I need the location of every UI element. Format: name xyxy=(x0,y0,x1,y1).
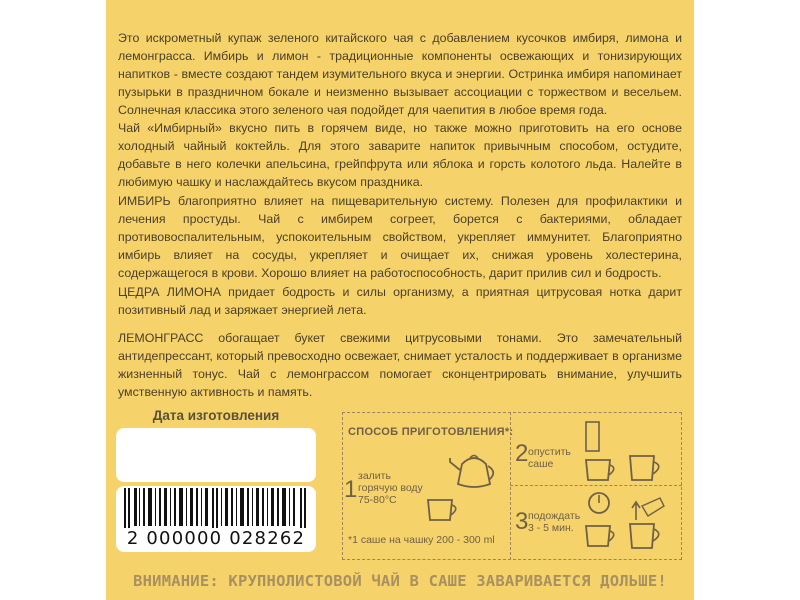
barcode-bars xyxy=(116,486,316,530)
instructions-divider xyxy=(510,485,682,486)
description-paragraph-1: Это искрометный купаж зеленого китайского чая с добавлением кусочков имбиря, лимона и лемонграсса. Имбирь и лимон - традиционные компоненты освежающих и тонизирующих напитков - вместе создают тандем изумительного вкуса и энергии. Остринка имбиря напоминает пузырьки в праздничном бокале и неизменно вызывает ассоциации с торжеством и весельем. Солнечная классика этого зеленого чая подойдет для чаепития в любое время года. xyxy=(118,31,682,118)
date-label: Дата изготовления xyxy=(152,408,280,423)
description-paragraph-3: ИМБИРЬ благоприятно влияет на пищеварительную систему. Полезен для профилактики и лечения простуды. Чай с имбирем согреет, борется с бактериями, обладает противовоспалительным, успокоительным свойством, укрепляет иммунитет. Благоприятно имбирь влияет на сосуды, укрепляет и очищает их, снижая уровень холестерина, содержащегося в крови. Хорошо влияет на работоспособность, дарит прилив сил и бодрость. xyxy=(118,194,682,281)
sachet-lift-icon xyxy=(626,494,670,552)
step-3-text-2: 3 - 5 мин. xyxy=(528,522,574,534)
sachet-icon xyxy=(584,420,602,454)
description-paragraph-5: ЛЕМОНГРАСС обогащает букет свежими цитрусовыми тонами. Это замечательный антидепрессант, который превосходно освежает, снимает усталость и поддерживает в организме жизненный тонус. Чай с лемонграссом помогает сконцентрировать внимание, улучшить умственную активность и память. xyxy=(118,331,682,400)
instructions-footnote: *1 саше на чашку 200 - 300 ml xyxy=(348,534,495,546)
cup-icon xyxy=(582,522,620,550)
step-2-text-2: саше xyxy=(528,458,554,470)
step-2-number: 2 xyxy=(515,440,529,467)
cup-icon xyxy=(626,452,666,484)
barcode xyxy=(116,486,316,552)
cup-icon xyxy=(424,496,462,524)
step-1-text-3: 75-80°С xyxy=(358,494,397,506)
step-1-text-2: горячую воду xyxy=(358,482,423,494)
step-3-number: 3 xyxy=(515,508,529,535)
description-paragraph-4: ЦЕДРА ЛИМОНА придает бодрость и силы организму, а приятная цитрусовая нотка дарит позитивный лад и заряжает энергией лета. xyxy=(118,285,682,318)
step-2-text-1: опустить xyxy=(528,446,571,458)
date-field xyxy=(116,428,316,482)
timer-icon xyxy=(586,490,612,516)
instructions-title: СПОСОБ ПРИГОТОВЛЕНИЯ*: xyxy=(348,426,514,438)
kettle-icon xyxy=(448,448,500,494)
barcode-number: 2 000000 028262 xyxy=(126,528,306,549)
step-3-text-1: подождать xyxy=(528,510,581,522)
step-1-text-1: залить xyxy=(358,470,391,482)
cup-icon xyxy=(582,456,620,484)
description-paragraph-2: Чай «Имбирный» вкусно пить в горячем виде, но также можно приготовить на его основе холодный чайный коктейль. Для этого заварите напиток привычным способом, остудите, добавьте в него колечки апельсина, грейпфрута или яблока и горсть колотого льда. Налейте в любимую чашку и наслаждайтесь вкусом праздника. xyxy=(118,121,682,190)
brewing-warning: ВНИМАНИЕ: КРУПНОЛИСТОВОЙ ЧАЙ В САШЕ ЗАВАРИВАЕТСЯ ДОЛЬШЕ! xyxy=(133,572,667,590)
step-1-number: 1 xyxy=(344,476,358,503)
